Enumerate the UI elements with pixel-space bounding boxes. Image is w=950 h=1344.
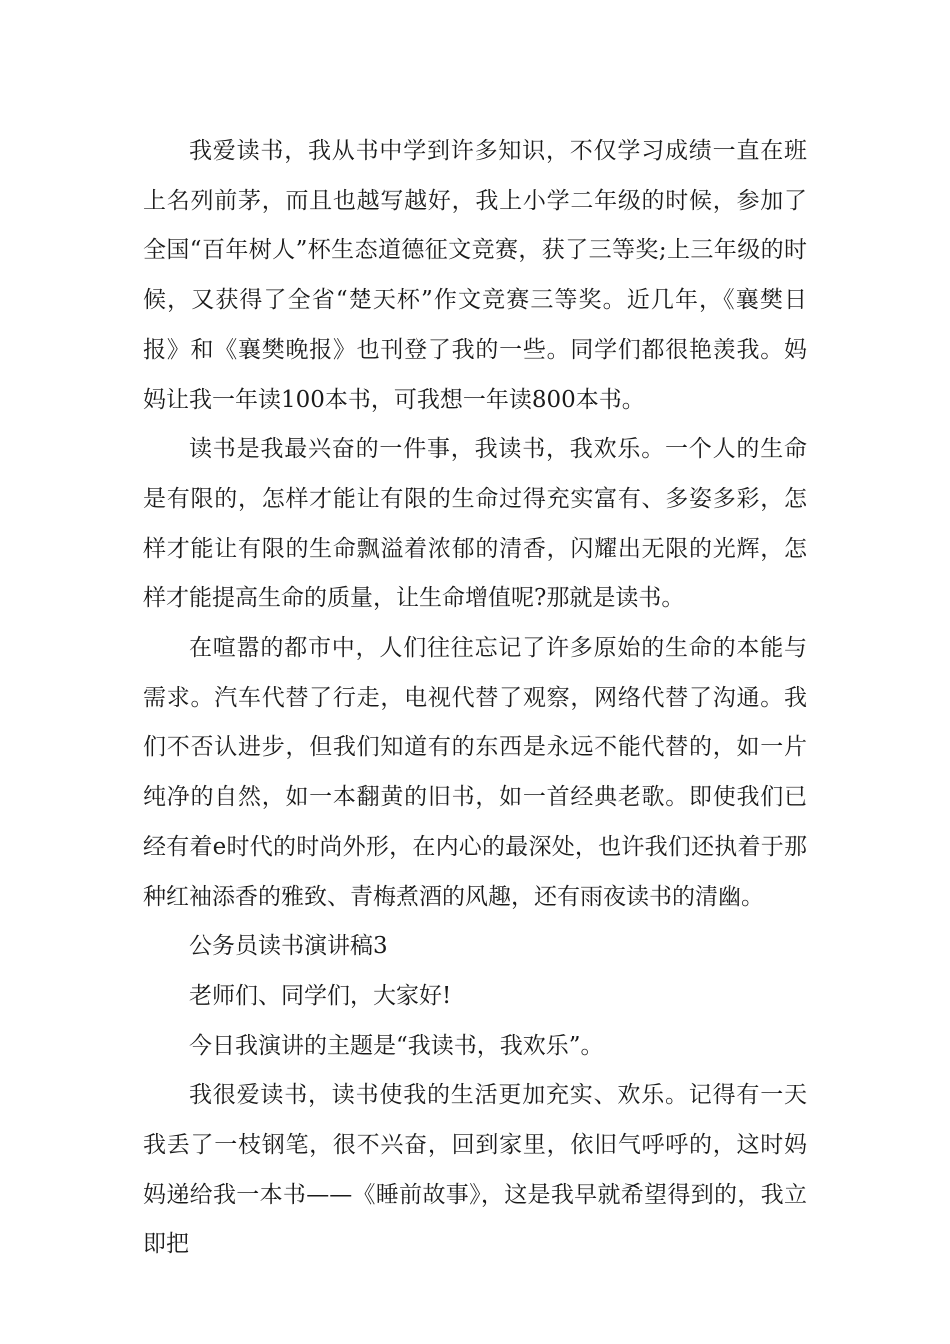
paragraph-city-life: 在喧嚣的都市中，人们往往忘记了许多原始的生命的本能与需求。汽车代替了行走，电视代替了观察，网络代替了沟通。我们不否认进步，但我们知道有的东西是永远不能代替的，如一片纯净的自然，如一本翻黄的旧书，如一首经典老歌。即使我们已经有着e时代的时尚外形，在内心的最深处，也许我们还执着于那种红袖添香的雅致、青梅煮酒的风趣，还有雨夜读书的清幽。: [143, 635, 807, 910]
greeting-line: 老师们、同学们，大家好!: [189, 982, 452, 1009]
paragraph-reading-joy: 读书是我最兴奋的一件事，我读书，我欢乐。一个人的生命是有限的，怎样才能让有限的生命过得充实富有、多姿多彩，怎样才能让有限的生命飘溢着浓郁的清香，闪耀出无限的光辉，怎样才能提高生命的质量，让生命增值呢?那就是读书。: [143, 436, 807, 612]
document-body: [143, 127, 807, 1270]
section-heading: 公务员读书演讲稿3: [189, 933, 388, 960]
paragraph-pen-story: 我很爱读书，读书使我的生活更加充实、欢乐。记得有一天我丢了一枝钢笔，很不兴奋，回到家里，依旧气呼呼的，这时妈妈递给我一本书——《睡前故事》，这是我早就希望得到的，我立即把: [143, 1082, 807, 1258]
speech-topic-line: 今日我演讲的主题是“我读书，我欢乐”。: [189, 1032, 604, 1059]
paragraph-reading-achievements: 我爱读书，我从书中学到许多知识，不仅学习成绩一直在班上名列前茅，而且也越写越好，我上小学二年级的时候，参加了全国“百年树人”杯生态道德征文竞赛，获了三等奖;上三年级的时候，又获得了全省“楚天杯”作文竞赛三等奖。近几年，《襄樊日报》和《襄樊晚报》也刊登了我的一些。同学们都很艳羡我。妈妈让我一年读100本书，可我想一年读800本书。: [143, 138, 807, 413]
